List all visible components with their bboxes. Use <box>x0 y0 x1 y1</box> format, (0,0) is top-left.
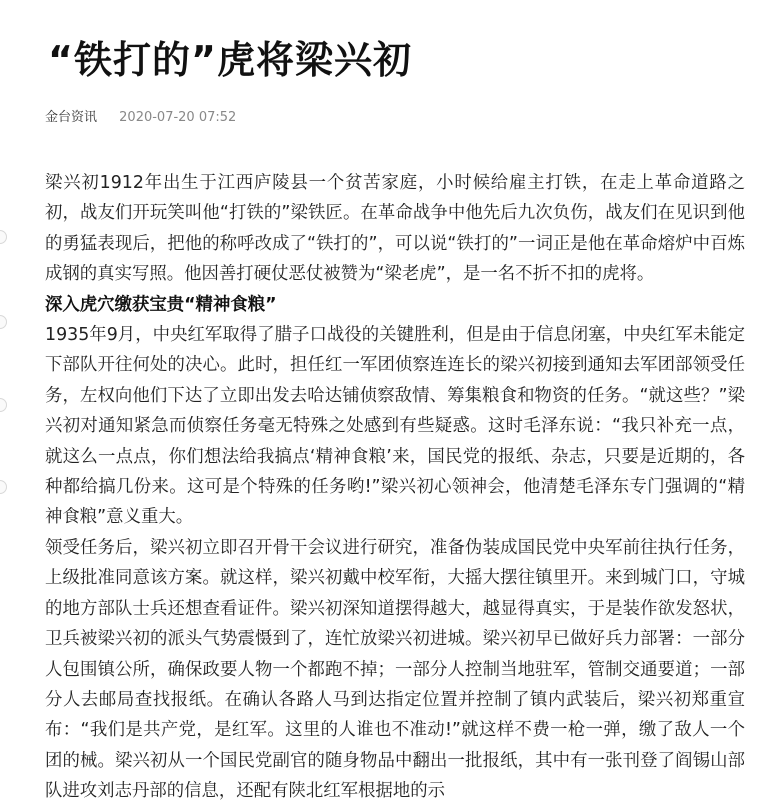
side-share-icon[interactable] <box>0 480 7 494</box>
article-time: 2020-07-20 07:52 <box>119 110 237 125</box>
article-paragraph: 梁兴初1912年出生于江西庐陵县一个贫苦家庭，小时候给雇主打铁，在走上革命道路之初，战友们开玩笑叫他“打铁的”梁铁匠。在革命战争中他先后九次负伤，战友们在见识到他的勇猛表现后，把他的称呼改成了“铁打的”，可以说“铁打的”一词正是他在革命熔炉中百炼成钢的真实写照。他因善打硬仗恶仗被赞为“梁老虎”，是一名不折不扣的虎将。 <box>45 173 745 285</box>
article-title: “铁打的”虎将梁兴初 <box>48 38 412 82</box>
side-share-icon[interactable] <box>0 398 7 412</box>
article-source[interactable]: 金台资讯 <box>45 110 98 125</box>
article-body <box>45 168 745 804</box>
article-paragraph: 领受任务后，梁兴初立即召开骨干会议进行研究，准备伪装成国民党中央军前往执行任务，上级批准同意该方案。就这样，梁兴初戴中校军衔，大摇大摆往镇里开。来到城门口，守城的地方部队士兵还想查看证件。梁兴初深知道摆得越大，越显得真实，于是装作欲发怒状，卫兵被梁兴初的派头气势震慑到了，连忙放梁兴初进城。梁兴初早已做好兵力部署：一部分人包围镇公所，确保政要人物一个都跑不掉；一部分人控制当地驻军，管制交通要道；一部分人去邮局查找报纸。在确认各路人马到达指定位置并控制了镇内武装后，梁兴初郑重宣布：“我们是共产党，是红军。这里的人谁也不准动!”就这样不费一枪一弹，缴了敌人一个团的械。梁兴初从一个国民党副官的随身物品中翻出一批报纸，其中有一张刊登了阎锡山部队进攻刘志丹部的信息，还配有陕北红军根据地的示 <box>45 537 745 802</box>
section-heading: 深入虎穴缴获宝贵“精神食粮” <box>45 294 277 315</box>
side-share-icon[interactable] <box>0 315 7 329</box>
side-share-icon[interactable] <box>0 230 7 244</box>
article-paragraph: 1935年9月，中央红军取得了腊子口战役的关键胜利，但是由于信息闭塞，中央红军未能定下部队开往何处的决心。此时，担任红一军团侦察连连长的梁兴初接到通知去军团部领受任务，左权向他们下达了立即出发去哈达铺侦察敌情、筹集粮食和物资的任务。“就这些？”梁兴初对通知紧急而侦察任务毫无特殊之处感到有些疑惑。这时毛泽东说：“我只补充一点，就这么一点点，你们想法给我搞点‘精神食粮’来，国民党的报纸、杂志，只要是近期的，各种都给搞几份来。这可是个特殊的任务哟!”梁兴初心领神会，他清楚毛泽东专门强调的“精神食粮”意义重大。 <box>45 325 745 528</box>
article-meta <box>45 106 236 125</box>
